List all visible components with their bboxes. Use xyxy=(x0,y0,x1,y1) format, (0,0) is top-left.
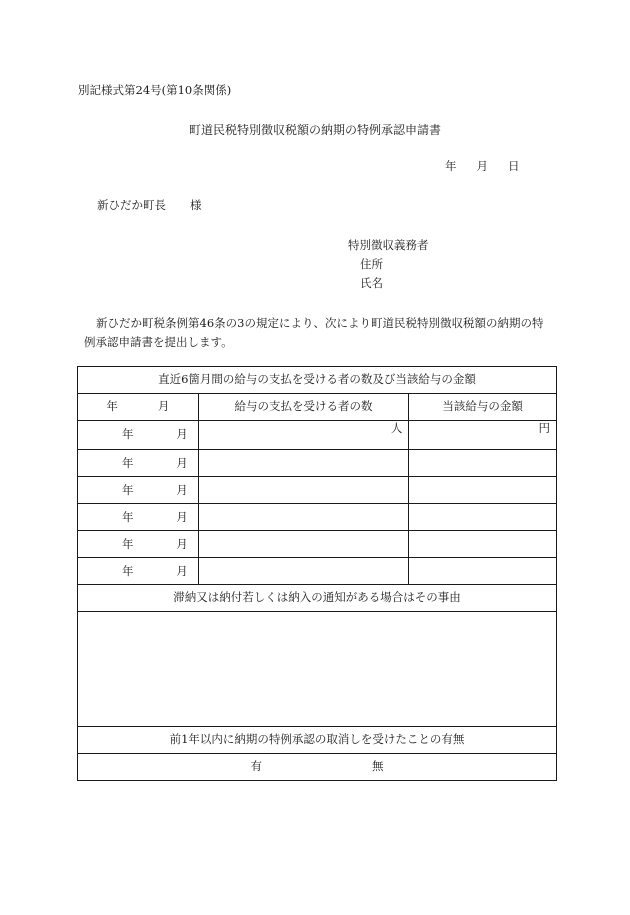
document-title: 町道民税特別徴収税額の納期の特例承認申請書 xyxy=(188,123,441,137)
amount-cell[interactable] xyxy=(409,477,557,504)
addressee xyxy=(97,200,202,212)
col-header-year: 年 xyxy=(106,399,118,414)
applicant-role: 特別徴収義務者 xyxy=(348,238,429,252)
col-header-month: 月 xyxy=(157,399,170,414)
date-month: 月 xyxy=(476,159,488,173)
year-month-cell[interactable]: 年 月 xyxy=(78,531,199,558)
cancellation-yes-no[interactable] xyxy=(78,754,557,781)
amount-cell[interactable] xyxy=(409,504,557,531)
year-month-cell[interactable]: 年 月 xyxy=(78,477,199,504)
table-row xyxy=(78,421,557,450)
form-number-label: 別記様式第24号(第10条関係) xyxy=(78,83,232,97)
col-header-year-month xyxy=(78,394,199,421)
count-cell[interactable] xyxy=(198,558,409,585)
table-row xyxy=(78,450,557,477)
unit-yen: 円 xyxy=(538,421,550,435)
year-month-cell[interactable]: 年 月 xyxy=(78,450,199,477)
body-text: 新ひだか町税条例第46条の3の規定により、次により町道民税特別徴収税額の納期の特例承認申請書を提出します。 xyxy=(84,316,544,349)
date-year: 年 xyxy=(445,159,457,173)
amount-cell[interactable] xyxy=(409,421,557,450)
amount-cell[interactable] xyxy=(409,558,557,585)
applicant-name-label: 氏名 xyxy=(360,276,383,290)
col-header-amount: 当該給与の金額 xyxy=(409,394,557,421)
addressee-name: 新ひだか町長 xyxy=(97,198,166,212)
application-table xyxy=(77,366,557,781)
amount-cell[interactable] xyxy=(409,450,557,477)
date-line xyxy=(445,161,520,173)
year-month-cell[interactable]: 年 月 xyxy=(78,421,199,450)
date-day: 日 xyxy=(508,159,520,173)
count-cell[interactable] xyxy=(198,421,409,450)
table-row xyxy=(78,558,557,585)
table-row xyxy=(78,531,557,558)
table-row xyxy=(78,504,557,531)
count-cell[interactable] xyxy=(198,477,409,504)
section3-header: 前1年以内に納期の特例承認の取消しを受けたことの有無 xyxy=(78,727,557,754)
applicant-address-label: 住所 xyxy=(360,257,383,271)
table-row xyxy=(78,477,557,504)
section2-header: 滞納又は納付若しくは納入の通知がある場合はその事由 xyxy=(78,585,557,612)
addressee-honorific: 様 xyxy=(190,198,202,212)
unit-person: 人 xyxy=(390,421,403,435)
applicant-block xyxy=(348,236,429,293)
count-cell[interactable] xyxy=(198,531,409,558)
col-header-count: 給与の支払を受ける者の数 xyxy=(198,394,409,421)
delinquency-reason-field[interactable] xyxy=(78,612,557,727)
year-month-cell[interactable]: 年 月 xyxy=(78,558,199,585)
amount-cell[interactable] xyxy=(409,531,557,558)
section1-header: 直近6箇月間の給与の支払を受ける者の数及び当該給与の金額 xyxy=(78,367,557,394)
option-yes[interactable]: 有 xyxy=(250,759,262,774)
count-cell[interactable] xyxy=(198,450,409,477)
year-month-cell[interactable]: 年 月 xyxy=(78,504,199,531)
option-no[interactable]: 無 xyxy=(372,759,384,774)
count-cell[interactable] xyxy=(198,504,409,531)
